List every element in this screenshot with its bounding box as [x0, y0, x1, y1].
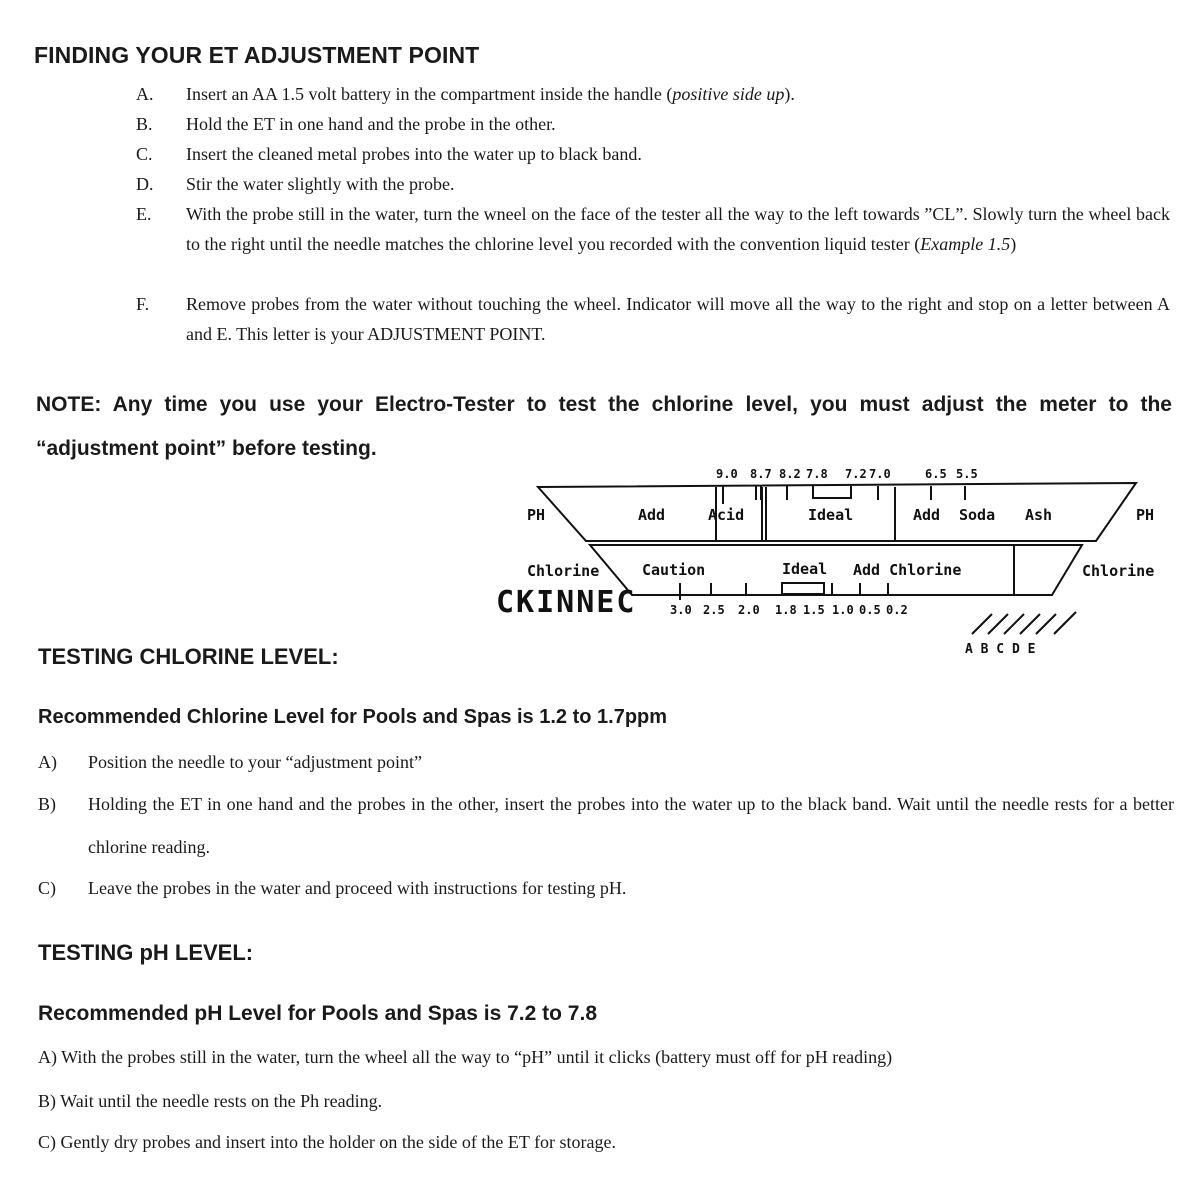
- step-letter: A): [38, 752, 57, 772]
- ph-tick-label: 8.2: [779, 467, 801, 481]
- chlorine-tick-label: 2.5: [703, 603, 725, 617]
- step-letter: B.: [136, 114, 153, 134]
- ph-title: TESTING pH LEVEL:: [38, 940, 254, 965]
- step-letter: E.: [136, 204, 152, 224]
- chlorine-tick-label: 1.5: [803, 603, 825, 617]
- acid-label: Acid: [708, 506, 745, 524]
- ph-recommended: Recommended pH Level for Pools and Spas is 7.2 to 7.8: [38, 1002, 597, 1025]
- step-letter: F.: [136, 294, 150, 314]
- chlorine-ticks: [680, 583, 888, 600]
- note: NOTE: Any time you use your Electro-Tester to test the chlorine level, you must adjust the meter to the “adjustment point” before testing.: [36, 393, 1172, 460]
- step-text: Stir the water slightly with the probe.: [186, 174, 455, 194]
- ph-tick-label: 7.8: [806, 467, 828, 481]
- step-letter: A.: [136, 84, 154, 104]
- ph-tick-label: 8.7: [750, 467, 772, 481]
- adjustment-title: FINDING YOUR ET ADJUSTMENT POINT: [34, 42, 480, 68]
- add-acid-label: Add: [638, 506, 666, 524]
- ph-tick-label: 9.0: [716, 467, 738, 481]
- ph-tick-label: 7.2: [845, 467, 867, 481]
- ph-right-label: PH: [1136, 506, 1155, 524]
- watermark: CKINNEC: [496, 585, 637, 620]
- adjustment-hatch-marks: [972, 612, 1076, 634]
- step-text: Hold the ET in one hand and the probe in the other.: [186, 114, 556, 134]
- step-text: Insert the cleaned metal probes into the water up to black band.: [186, 144, 642, 164]
- caution-label: Caution: [642, 561, 706, 579]
- adjustment-letters: A B C D E: [965, 642, 1036, 657]
- step-letter: C): [38, 878, 56, 898]
- chlorine-tick-label: 1.8: [775, 603, 797, 617]
- chlorine-tick-label: 1.0: [832, 603, 854, 617]
- step-text: Insert an AA 1.5 volt battery in the compartment inside the handle (positive side up).: [186, 84, 795, 104]
- step-text: Holding the ET in one hand and the probes in the other, insert the probes into the water up to the black band. Wait until the needle rests for a better chlorine reading.: [88, 794, 1174, 857]
- add-soda-label: Add: [913, 506, 941, 524]
- chlorine-left-label: Chlorine: [527, 562, 600, 580]
- list-item: B) Wait until the needle rests on the Ph reading.: [38, 1091, 383, 1111]
- ph-tick-label: 6.5: [925, 467, 947, 481]
- list-item: C) Gently dry probes and insert into the holder on the side of the ET for storage.: [38, 1132, 617, 1152]
- chlorine-recommended: Recommended Chlorine Level for Pools and Spas is 1.2 to 1.7ppm: [38, 706, 668, 728]
- step-letter: D.: [136, 174, 154, 194]
- ph-ticks: [723, 486, 965, 504]
- chlorine-tick-label: 0.2: [886, 603, 908, 617]
- step-text: Leave the probes in the water and proceed with instructions for testing pH.: [88, 878, 627, 898]
- chlorine-tick-label: 3.0: [670, 603, 692, 617]
- ph-tick-label: 7.0: [869, 467, 891, 481]
- ash-label: Ash: [1025, 506, 1053, 524]
- chlorine-tick-label: 2.0: [738, 603, 760, 617]
- step-text: Position the needle to your “adjustment point”: [88, 752, 422, 772]
- add-chlorine-label: Add Chlorine: [853, 561, 962, 579]
- chlorine-tick-label: 0.5: [859, 603, 881, 617]
- ph-tick-label: 5.5: [956, 467, 978, 481]
- chlorine-right-label: Chlorine: [1082, 562, 1155, 580]
- step-text: Remove probes from the water without touching the wheel. Indicator will move all the way to the right and stop on a letter between A and E. This letter is your ADJUSTMENT POINT.: [186, 294, 1170, 344]
- soda-label: Soda: [959, 506, 996, 524]
- step-letter: C.: [136, 144, 153, 164]
- step-letter: B): [38, 794, 56, 814]
- chlorine-ideal-label: Ideal: [782, 560, 828, 578]
- step-text: With the probe still in the water, turn the wneel on the face of the tester all the way to the left towards ”CL”. Slowly turn the wheel back to the right until the needle matches the chlorine level you recorded with the convention liquid tester (Example 1.5): [186, 204, 1170, 254]
- chlorine-title: TESTING CHLORINE LEVEL:: [38, 644, 339, 669]
- list-item: A) With the probes still in the water, turn the wheel all the way to “pH” until it clicks (battery must off for pH reading): [38, 1047, 893, 1067]
- ph-ideal-label: Ideal: [808, 506, 854, 524]
- ph-left-label: PH: [527, 506, 546, 524]
